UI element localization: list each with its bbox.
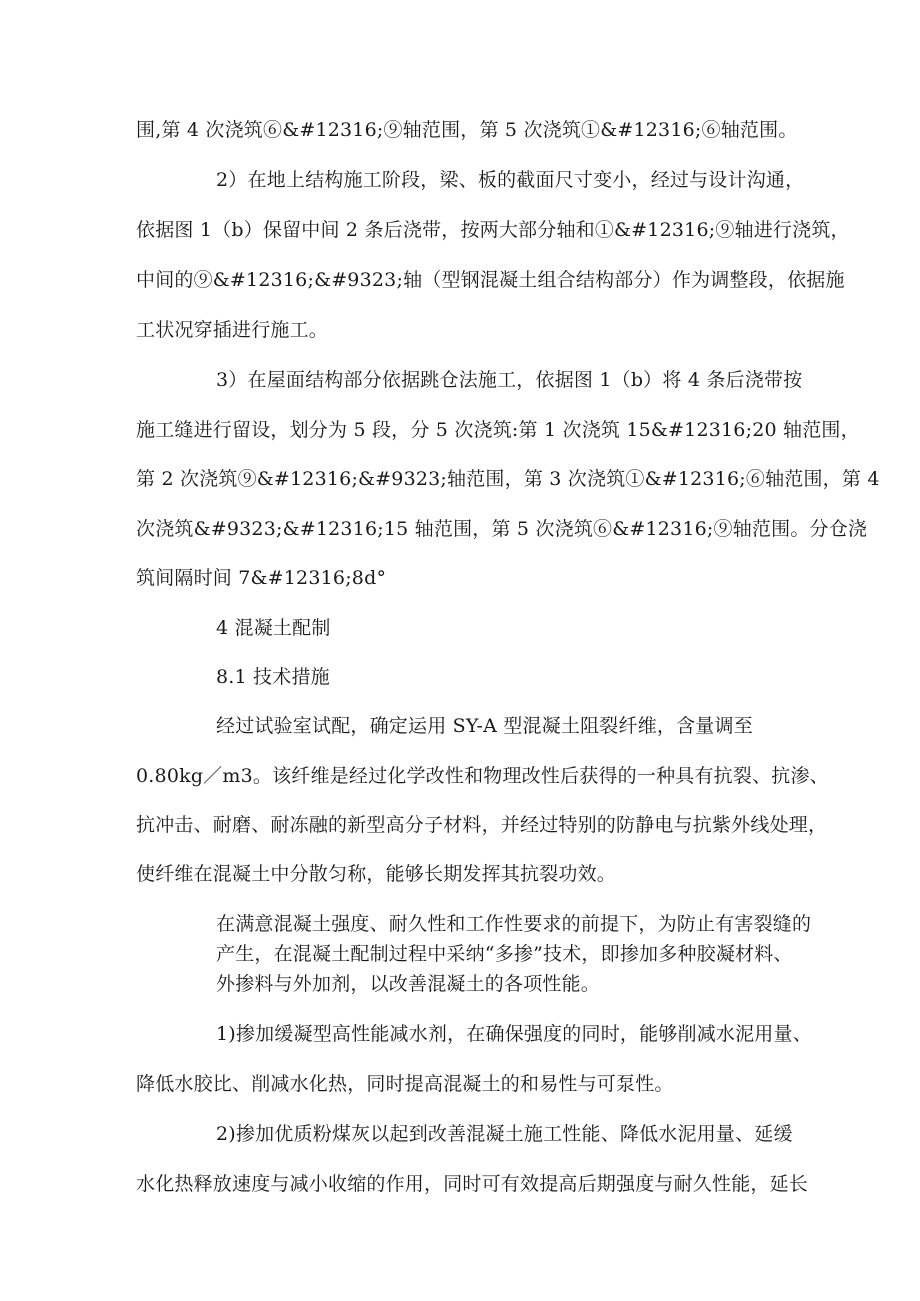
- text-line: 第 2 次浇筑⑨&#12316;&#9323;轴范围，第 3 次浇筑①&#12316;⑥轴范围，第 4: [136, 468, 880, 490]
- text-line: 工状况穿插进行施工。: [136, 319, 329, 341]
- text-line: 3）在屋面结构部分依据跳仓法施工，依据图 1（b）将 4 条后浇带按: [216, 369, 803, 391]
- text-line: 2)掺加优质粉煤灰以起到改善混凝土施工性能、降低水泥用量、延缓: [216, 1123, 793, 1145]
- section-heading: 4 混凝土配制: [216, 617, 331, 639]
- text-line: 中间的⑨&#12316;&#9323;轴（型钢混凝土组合结构部分）作为调整段，依据施: [136, 269, 845, 291]
- text-line: 抗冲击、耐磨、耐冻融的新型高分子材料，并经过特别的防静电与抗紫外线处理，: [136, 814, 828, 836]
- text-line: 围,第 4 次浇筑⑥&#12316;⑨轴范围，第 5 次浇筑①&#12316;⑥轴范围。: [136, 119, 798, 141]
- text-line: 水化热释放速度与减小收缩的作用，同时可有效提高后期强度与耐久性能，延长: [136, 1173, 809, 1195]
- text-line: 施工缝进行留设，划分为 5 段，分 5 次浇筑:第 1 次浇筑 15&#12316;20 轴范围，: [136, 419, 860, 441]
- text-line: 筑间隔时间 7&#12316;8d°: [136, 567, 387, 589]
- text-line: 产生，在混凝土配制过程中采纳“多掺”技术，即掺加多种胶凝材料、: [216, 943, 793, 965]
- text-line: 0.80kg／m3。该纤维是经过化学改性和物理改性后获得的一种具有抗裂、抗渗、: [136, 765, 829, 787]
- text-line: 经过试验室试配，确定运用 SY-A 型混凝土阻裂纤维，含量调至: [216, 715, 753, 737]
- text-line: 在满意混凝土强度、耐久性和工作性要求的前提下，为防止有害裂缝的: [216, 913, 812, 935]
- text-line: 使纤维在混凝土中分散匀称，能够长期发挥其抗裂功效。: [136, 863, 617, 885]
- text-line: 次浇筑&#9323;&#12316;15 轴范围，第 5 次浇筑⑥&#12316;⑨轴范围。分仓浇: [136, 518, 868, 540]
- text-line: 降低水胶比、削减水化热，同时提高混凝土的和易性与可泵性。: [136, 1073, 674, 1095]
- text-line: 2）在地上结构施工阶段，梁、板的截面尺寸变小，经过与设计沟通，: [216, 169, 805, 191]
- text-line: 依据图 1（b）保留中间 2 条后浇带，按两大部分轴和①&#12316;⑨轴进行浇筑，: [136, 219, 850, 241]
- subsection-heading: 8.1 技术措施: [216, 666, 330, 688]
- text-line: 1)掺加缓凝型高性能减水剂，在确保强度的同时，能够削减水泥用量、: [216, 1023, 812, 1045]
- text-line: 外掺料与外加剂，以改善混凝土的各项性能。: [216, 973, 601, 995]
